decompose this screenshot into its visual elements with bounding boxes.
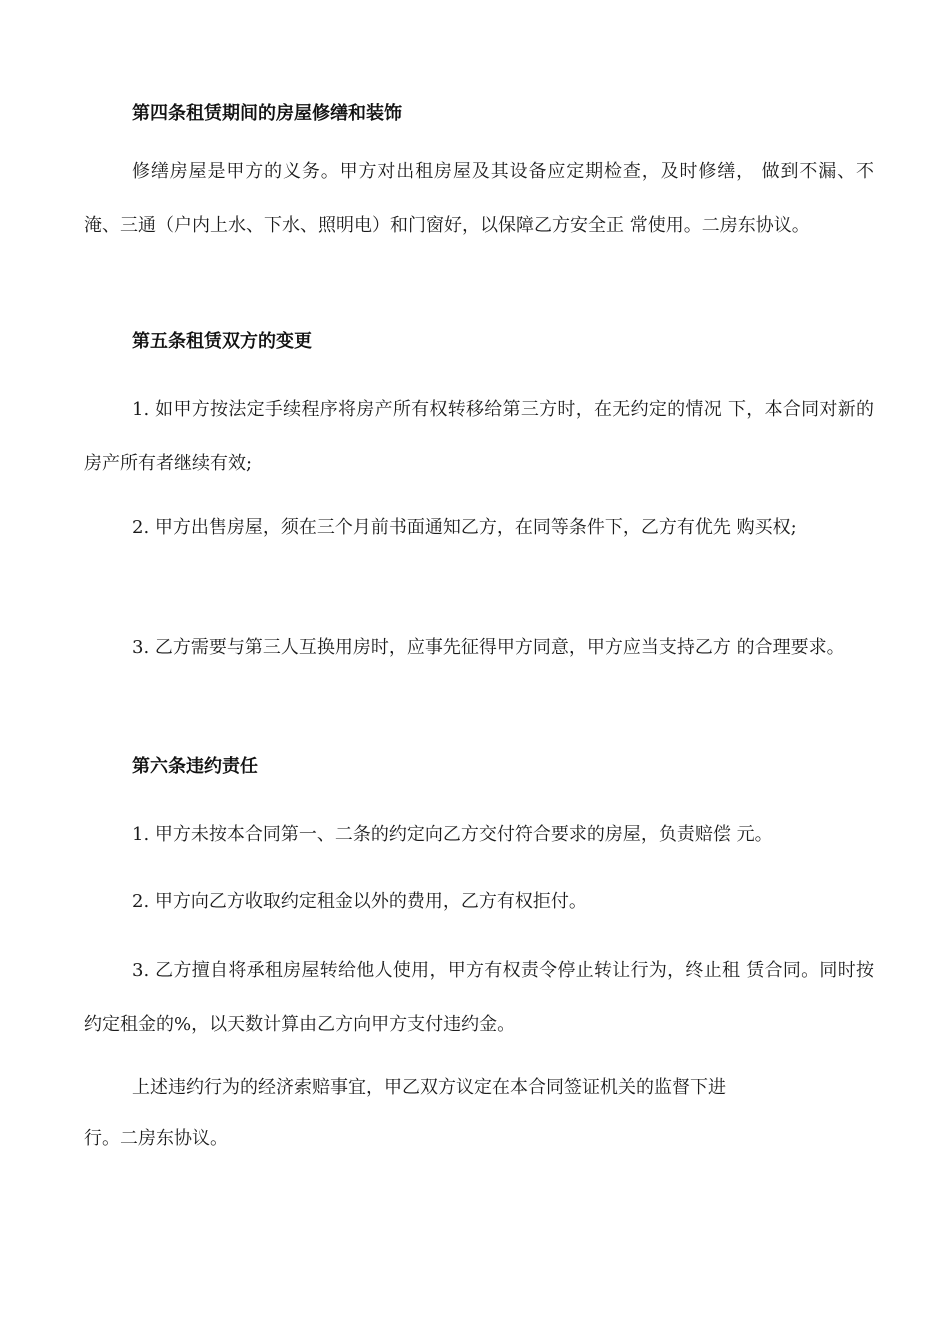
section-heading-article-5: 第五条租赁双方的变更 [132, 331, 312, 352]
paragraph-extra-fees: 2. 甲方向乙方收取约定租金以外的费用，乙方有权拒付。 [132, 891, 587, 912]
paragraph-sublet-breach: 3. 乙方擅自将承租房屋转给他人使用，甲方有权责令停止转让行为，终止租 赁合同。同时按约定租金的%，以天数计算由乙方向甲方支付违约金。 [84, 960, 874, 1035]
section-heading-article-4: 第四条租赁期间的房屋修缮和装饰 [132, 103, 402, 124]
paragraph-ownership-transfer: 1. 如甲方按法定手续程序将房产所有权转移给第三方时，在无约定的情况 下，本合同对新的房产所有者继续有效; [84, 399, 874, 474]
paragraph-sale-notice: 2. 甲方出售房屋，须在三个月前书面通知乙方，在同等条件下，乙方有优先 购买权; [132, 517, 797, 538]
paragraph-delivery-breach: 1. 甲方未按本合同第一、二条的约定向乙方交付符合要求的房屋，负责赔偿 元。 [132, 824, 773, 845]
closing-line-2: 行。二房东协议。 [84, 1128, 228, 1149]
paragraph-repair-duty: 修缮房屋是甲方的义务。甲方对出租房屋及其设备应定期检查，及时修缮， 做到不漏、不淹、三通（户内上水、下水、照明电）和门窗好，以保障乙方安全正 常使用。二房东协议。 [84, 161, 874, 236]
closing-line-1: 上述违约行为的经济索赔事宜，甲乙双方议定在本合同签证机关的监督下进 [132, 1077, 726, 1098]
paragraph-housing-exchange: 3. 乙方需要与第三人互换用房时，应事先征得甲方同意，甲方应当支持乙方 的合理要求。 [132, 637, 845, 658]
section-heading-article-6: 第六条违约责任 [132, 756, 258, 777]
